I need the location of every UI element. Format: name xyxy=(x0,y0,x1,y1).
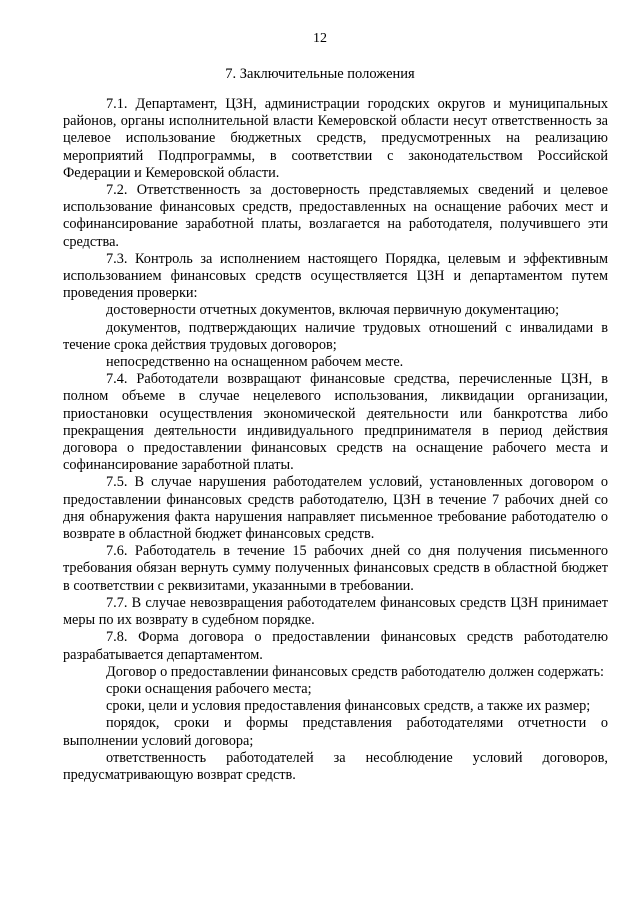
section-title: 7. Заключительные положения xyxy=(225,66,415,82)
paragraph-7-8: 7.8. Форма договора о предоставлении финансовых средств работодателю разрабатывается департаментом. xyxy=(63,629,608,663)
document-body xyxy=(63,96,608,784)
paragraph-7-6: 7.6. Работодатель в течение 15 рабочих дней со дня получения письменного требования обязан вернуть сумму полученных финансовых средств в областной бюджет в соответствии с реквизитами, указанными в требовании. xyxy=(63,543,608,594)
list-item-employment-docs: документов, подтверждающих наличие трудовых отношений с инвалидами в течение срока действия трудовых договоров; xyxy=(63,319,608,353)
list-item-workplace-check: непосредственно на оснащенном рабочем месте. xyxy=(106,354,404,371)
list-item-responsibility: ответственность работодателей за несоблюдение условий договоров, предусматривающую возврат средств. xyxy=(63,749,608,783)
list-item-reporting-terms: порядок, сроки и формы представления работодателями отчетности о выполнении условий договора; xyxy=(63,715,608,749)
page-number: 12 xyxy=(313,31,327,46)
paragraph-7-4: 7.4. Работодатели возвращают финансовые средства, перечисленные ЦЗН, в полном объеме в случае нецелевого использования, ликвидации организации, приостановки осуществления экономической деятельности или банкротства либо прекращения деятельности индивидуального предпринимателя в период действия договора о предоставлении финансовых средств на оснащение рабочего места и софинансирование заработной платы. xyxy=(63,371,608,474)
paragraph-7-3: 7.3. Контроль за исполнением настоящего Порядка, целевым и эффективным использованием финансовых средств осуществляется ЦЗН и департаментом путем проведения проверки: xyxy=(63,250,608,302)
paragraph-7-1: 7.1. Департамент, ЦЗН, администрации городских округов и муниципальных районов, органы исполнительной власти Кемеровской области несут ответственность за целевое использование бюджетных средств, предусмотренных на реализацию мероприятий Подпрограммы, в соответствии с законодательством Российской Федерации и Кемеровской области. xyxy=(63,96,608,181)
paragraph-7-2: 7.2. Ответственность за достоверность представляемых сведений и целевое использование финансовых средств, предоставленных на оснащение рабочих мест и софинансирование заработной платы, возлагается на работодателя, получившего эти средства. xyxy=(63,182,608,250)
list-item-funding-terms: сроки, цели и условия предоставления финансовых средств, а также их размер; xyxy=(106,698,591,715)
list-item-reporting-docs: достоверности отчетных документов, включая первичную документацию; xyxy=(106,302,560,319)
paragraph-7-5: 7.5. В случае нарушения работодателем условий, установленных договором о предоставлении финансовых средств работодателю, ЦЗН в течение 7 рабочих дней со дня обнаружения факта нарушения направляет письменное требование работодателю о возврате в областной бюджет финансовых средств. xyxy=(63,474,608,543)
list-item-equipment-terms: сроки оснащения рабочего места; xyxy=(106,680,312,697)
paragraph-7-7: 7.7. В случае невозвращения работодателем финансовых средств ЦЗН принимает меры по их возврату в судебном порядке. xyxy=(63,594,608,629)
contract-contents-intro: Договор о предоставлении финансовых средств работодателю должен содержать: xyxy=(106,663,605,680)
